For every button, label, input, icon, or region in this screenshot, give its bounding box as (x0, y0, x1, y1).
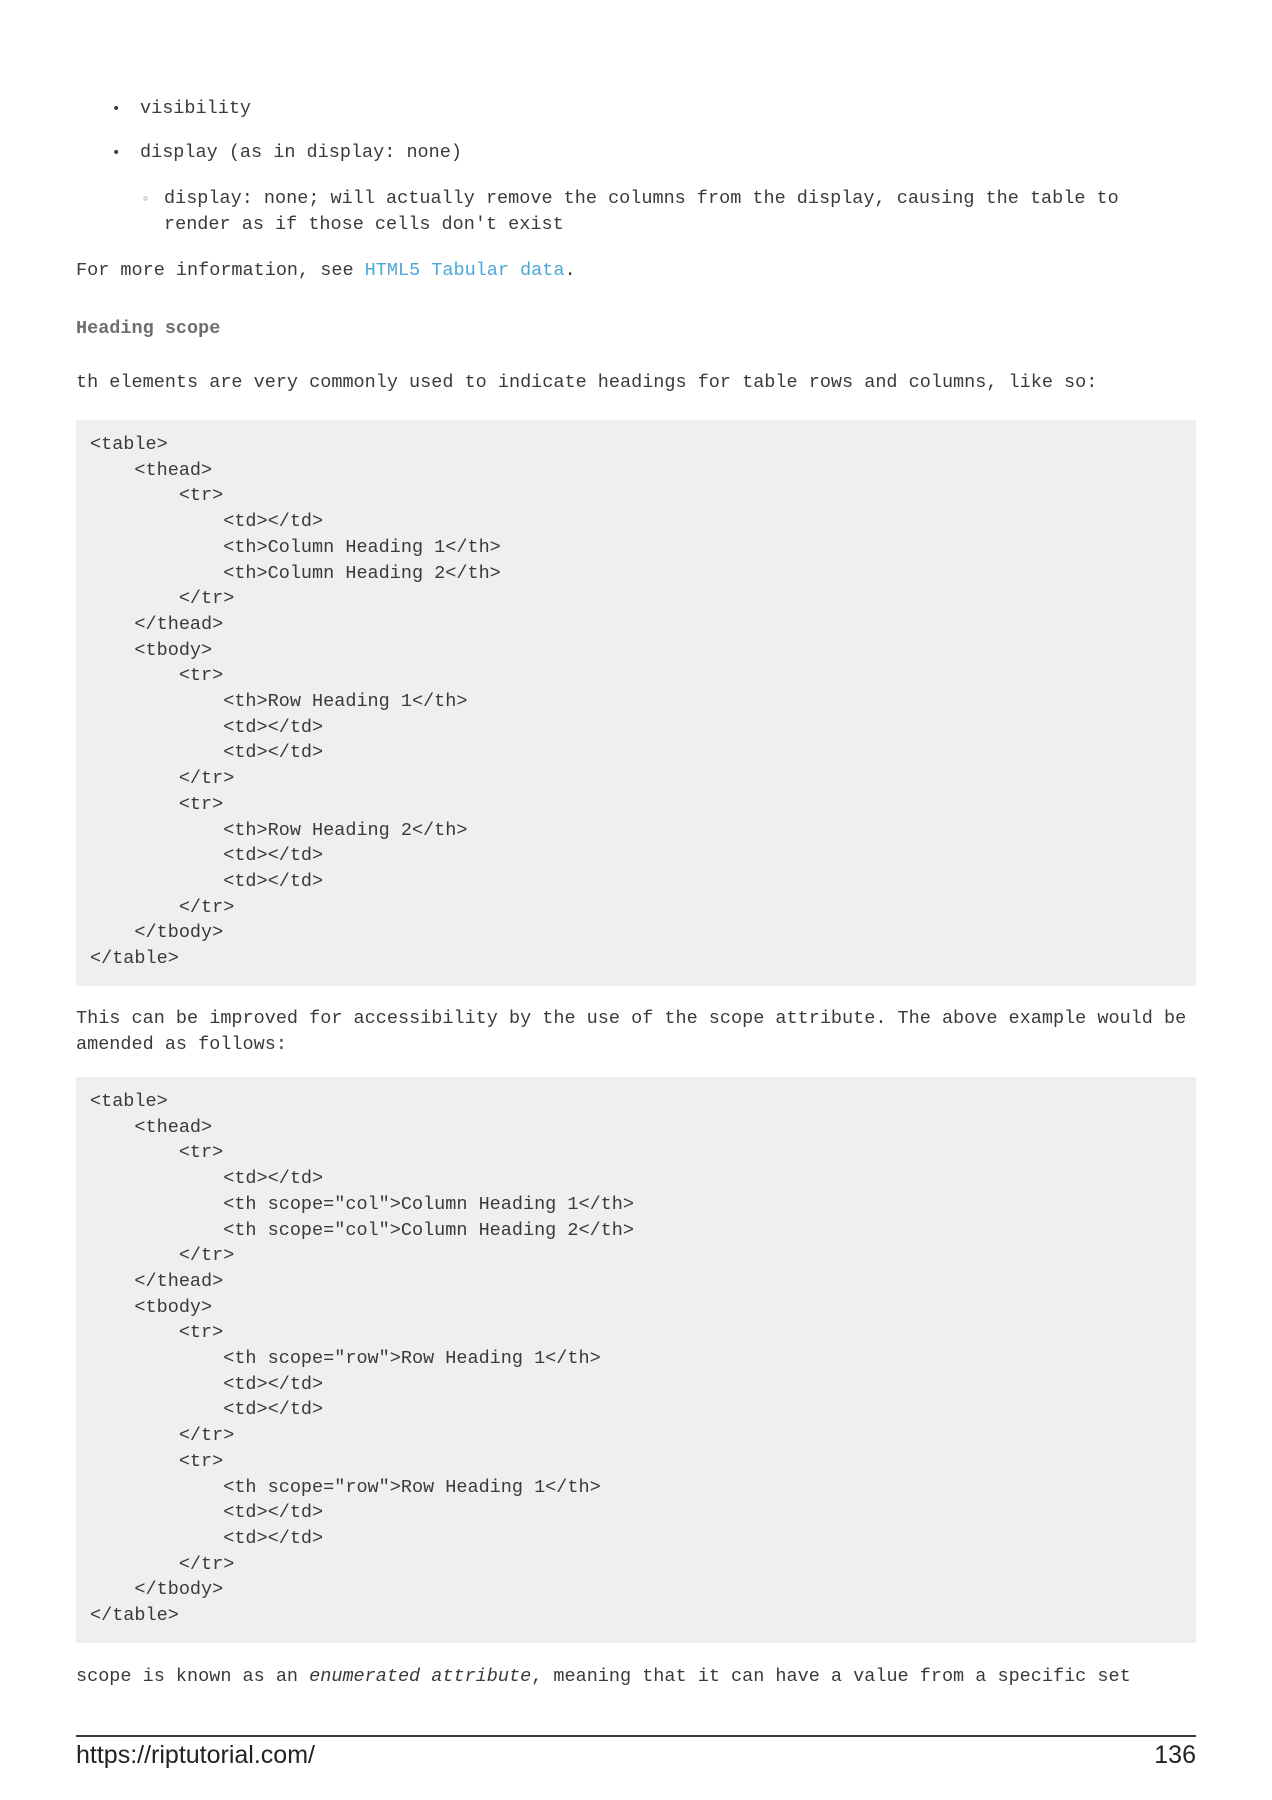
more-info-suffix: . (564, 260, 576, 281)
sub-bullet-list (140, 186, 1170, 238)
bullet-text: visibility (140, 98, 252, 119)
hollow-bullet-icon: ◦ (142, 192, 150, 206)
code-block-scoped: <table> <thead> <tr> <td></td> <th scope="col">Column Heading 1</th> <th scope="col">Column Heading 2</th> </tr> </thead> <tbody> <tr> <th scope="row">Row Heading 1</th> <td></td> <td></td> </tr> <tr> <th scope="row">Row Heading 1</th> <td></td> <td></td> </tr> </tbody> </table> (76, 1077, 1196, 1643)
code-block-basic: <table> <thead> <tr> <td></td> <th>Column Heading 1</th> <th>Column Heading 2</th> </tr> </thead> <tbody> <tr> <th>Row Heading 1</th> <td></td> <td></td> </tr> <tr> <th>Row Heading 2</th> <td></td> <td></td> </tr> </tbody> </table> (76, 420, 1196, 986)
footer-divider (76, 1735, 1196, 1737)
more-info-paragraph (76, 258, 1196, 284)
list-item (108, 96, 462, 122)
sub-list-item (140, 186, 1170, 238)
more-info-prefix: For more information, see (76, 260, 365, 281)
enumerated-suffix: , meaning that it can have a value from a specific set (531, 1666, 1131, 1687)
bullet-text: display (as in display: none) (140, 142, 462, 163)
bullet-list (108, 96, 462, 166)
enumerated-prefix: scope is known as an (76, 1666, 310, 1687)
footer-url: https://riptutorial.com/ (76, 1741, 315, 1769)
sub-bullet-text: display: none; will actually remove the columns from the display, causing the table to render as if those cells don't exist (164, 188, 1119, 235)
bullet-icon: • (112, 101, 121, 117)
enumerated-emphasis: enumerated attribute (309, 1666, 532, 1687)
scope-paragraph: This can be improved for accessibility by the use of the scope attribute. The above example would be amended as follows: (76, 1008, 1187, 1055)
page-number: 136 (1154, 1741, 1196, 1769)
bullet-icon: • (112, 145, 121, 161)
list-item (108, 140, 462, 166)
section-heading: Heading scope (76, 318, 221, 339)
html5-tabular-data-link[interactable]: HTML5 Tabular data (364, 260, 565, 281)
intro-paragraph: th elements are very commonly used to indicate headings for table rows and columns, like so: (76, 372, 1098, 393)
enumerated-paragraph (76, 1664, 1196, 1690)
